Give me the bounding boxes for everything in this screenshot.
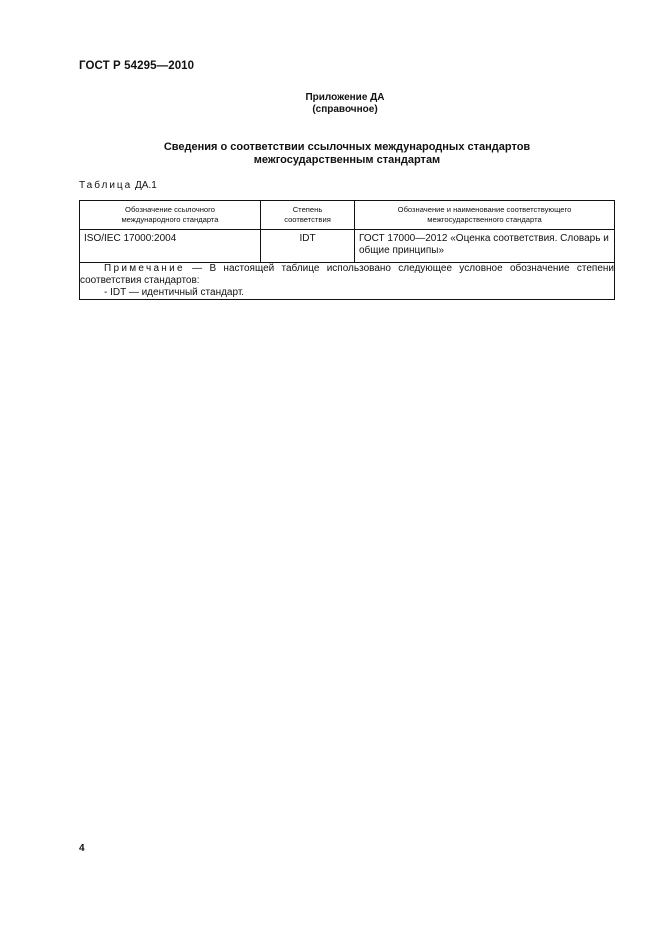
section-title-line2: межгосударственным стандартам xyxy=(253,154,441,166)
correspondence-table xyxy=(79,200,615,300)
header-interstate-line1: Обозначение и наименование соответствующего xyxy=(397,205,572,214)
table-caption-number: ДА.1 xyxy=(135,180,157,191)
table-caption xyxy=(79,180,157,192)
header-interstate-line2: межгосударственного стандарта xyxy=(427,215,542,224)
note-label: Примечание xyxy=(104,263,185,274)
section-title-line1: Сведения о соответствии ссылочных международных стандартов xyxy=(163,141,531,153)
table-note xyxy=(80,263,615,300)
header-intl-standard-line1: Обозначение ссылочного xyxy=(125,205,215,214)
annex-subtitle: (справочное) xyxy=(312,104,378,115)
page-number: 4 xyxy=(79,843,85,854)
annex-heading xyxy=(0,92,661,116)
cell-interstate-standard: ГОСТ 17000—2012 «Оценка соответствия. Словарь и общие принципы» xyxy=(355,230,615,263)
header-degree-line1: Степень xyxy=(292,205,323,214)
document-code: ГОСТ Р 54295—2010 xyxy=(79,60,195,72)
header-intl-standard xyxy=(80,201,261,230)
table-note-row xyxy=(80,263,615,300)
header-degree-line2: соответствия xyxy=(284,215,331,224)
cell-degree: IDT xyxy=(261,230,355,263)
annex-title: Приложение ДА xyxy=(305,92,385,103)
table-row xyxy=(80,230,615,263)
table-caption-prefix: Таблица xyxy=(79,180,133,191)
note-item: - IDT — идентичный стандарт. xyxy=(104,287,245,298)
section-title xyxy=(0,141,661,167)
header-intl-standard-line2: международного стандарта xyxy=(121,215,219,224)
header-degree xyxy=(261,201,355,230)
note-paragraph xyxy=(80,263,614,287)
note-text: — В настоящей таблице использовано следующее условное обозначение степени соответствия стандартов: xyxy=(80,263,614,286)
table-header-row xyxy=(80,201,615,230)
header-interstate-standard xyxy=(355,201,615,230)
cell-intl-standard: ISO/IEC 17000:2004 xyxy=(80,230,261,263)
